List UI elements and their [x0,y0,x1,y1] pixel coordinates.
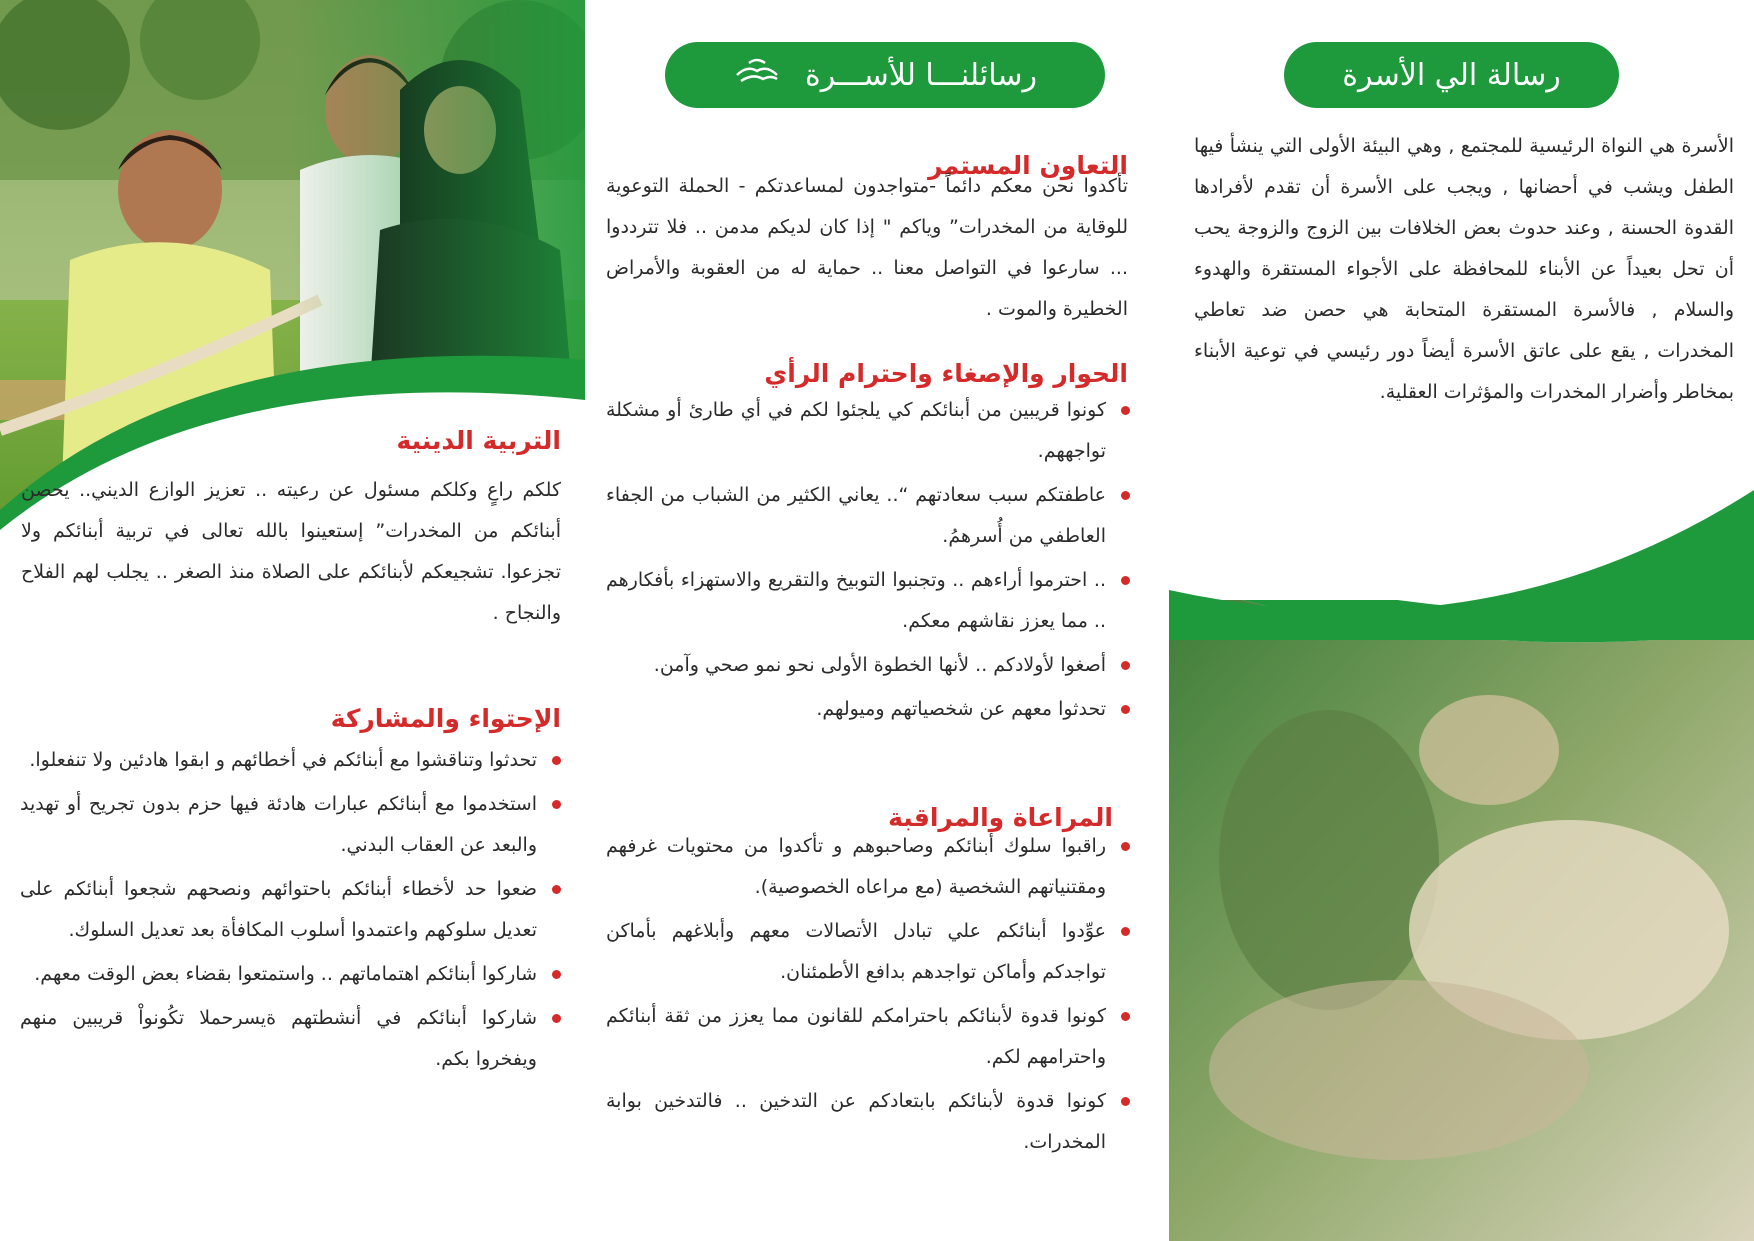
list-item-text: استخدموا مع أبنائكم عبارات هادئة فيها حزم بدون تجريح أو تهديد والبعد عن العقاب البدني. [20,793,537,856]
green-wave [1169,490,1754,640]
family-photo [0,0,585,540]
middle-heading-pill [665,42,1105,108]
list-item-text: كونوا قدوة لأبنائكم بابتعادكم عن التدخين .. فالتدخين بوابة المخدرات. [606,1090,1106,1153]
inclusion-list [20,740,565,1083]
list-item [606,911,1134,993]
bullet-dot [552,885,561,894]
inclusion-title: الإحتواء والمشاركة [330,703,561,733]
middle-panel [585,0,1169,1241]
helping-hands-icon [733,53,781,97]
religious-title: التربية الدينية [396,425,561,455]
list-item-text: راقبوا سلوك أبنائكم وصاحبوهم و تأكدوا من محتويات غرفهم ومقتنياتهم الشخصية (مع مراعاه الخصوصية). [606,835,1106,898]
bullet-dot [1121,576,1130,585]
bullet-dot [1121,1097,1130,1106]
bullet-dot [552,756,561,765]
monitoring-title: المراعاة والمراقبة [888,802,1113,832]
list-item [606,390,1134,472]
list-item-text: عاطفتكم سبب سعادتهم “.. يعاني الكثير من الشباب من الجفاء العاطفي من أُسرهمُ. [606,484,1106,547]
list-item-text: كونوا قدوة لأبنائكم باحترامكم للقانون مما يعزز من ثقة أبنائكم واحترامهم لكم. [606,1005,1106,1068]
list-item [606,475,1134,557]
list-item [606,1081,1134,1163]
middle-heading: رسائلنـــا للأســـرة [805,57,1037,93]
right-heading: رسالة الي الأسرة [1342,57,1561,93]
bullet-dot [1121,406,1130,415]
right-panel [1169,0,1754,1241]
list-item [606,645,1134,686]
list-item [20,869,565,951]
list-item [606,826,1134,908]
religious-text: كلكم راعٍ وكلكم مسئول عن رعيته .. تعزيز الوازع الديني.. يحصن أبنائكم من المخدرات” إستعينوا بالله تعالى في تربية أبنائكم ولا تجزعوا. تشجيعكم لأبنائكم على الصلاة منذ الصغر .. يجلب لهم الفلاح والنجاح . [21,479,561,624]
list-item-text: كونوا قريبين من أبنائكم كي يلجئوا لكم في أي طارئ أو مشكلة تواجههم. [606,399,1106,462]
bullet-dot [552,970,561,979]
list-item-text: .. احترموا أراءهم .. وتجنبوا التوبيخ والتقريع والاستهزاء بأفكارهم .. مما يعزز نقاشهم معكم. [606,569,1106,632]
family-message-text: الأسرة هي النواة الرئيسية للمجتمع , وهي البيئة الأولى التي ينشأ فيها الطفل ويشب في أحضانها , ويجب على الأسرة أن تقدم لأفرادها القدوة الحسنة , وعند حدوث بعض الخلافات بين الزوج والزوجة يحب أن تحل بعيداً عن الأبناء للمحافظة على الأجواء المستقرة والهدوء والسلام , فالأسرة المستقرة المتحابة هي حصن ضد تعاطي المخدرات , يقع على عاتق الأسرة أيضاً دور رئيسي في توعية الأبناء بمخاطر وأضرار المخدرات والمؤثرات العقلية. [1194,135,1734,403]
list-item-text: ضعوا حد لأخطاء أبنائكم باحتوائهم ونصحهم شجعوا أبنائكم على تعديل سلوكهم واعتمدوا أسلوب المكافأة بعد تعديل السلوك. [20,878,537,941]
hands-photo [1169,600,1754,1241]
list-item-text: شاركوا أبنائكم في أنشطتهم ةيسرحملا تكُونواْ قريبين منهم ويفخروا بكم. [20,1007,537,1070]
list-item [20,740,565,781]
list-item-text: تحدثوا وتناقشوا مع أبنائكم في أخطائهم و ابقوا هادئين ولا تنفعلوا. [29,749,537,771]
dialogue-title: الحوار والإصغاء واحترام الرأي [764,358,1128,388]
cooperation-title: التعاون المستمر [928,150,1128,180]
bullet-dot [1121,491,1130,500]
list-item-text: عوِّدوا أبنائكم علي تبادل الأتصالات معهم وأبلاغهم بأماكن تواجدكم وأماكن تواجدهم بدافع الأطمئنان. [606,920,1106,983]
bullet-dot [552,1014,561,1023]
bullet-dot [552,800,561,809]
right-heading-pill [1284,42,1619,108]
bullet-dot [1121,1012,1130,1021]
list-item-text: أصغوا لأولادكم .. لأنها الخطوة الأولى نحو نمو صحي وآمن. [653,654,1106,676]
bullet-dot [1121,705,1130,714]
list-item-text: تحدثوا معهم عن شخصياتهم وميولهم. [816,698,1106,720]
list-item [20,784,565,866]
list-item [606,560,1134,642]
bullet-dot [1121,927,1130,936]
list-item [606,996,1134,1078]
list-item [20,998,565,1080]
list-item [20,954,565,995]
cooperation-text: تأكدوا نحن معكم دائماً -متواجدون لمساعدتكم - الحملة التوعوية للوقاية من المخدرات” وياكم " إذا كان لديكم مدمن .. فلا تترددوا ... سارعوا في التواصل معنا .. حماية له من العقوبة والأمراض الخطيرة والموت . [606,175,1128,320]
list-item-text: شاركوا أبنائكم اهتماماتهم .. واستمتعوا بقضاء بعض الوقت معهم. [34,963,537,985]
bullet-dot [1121,842,1130,851]
bullet-dot [1121,661,1130,670]
dialogue-list [606,390,1134,733]
left-panel [0,0,585,1241]
list-item [606,689,1134,730]
monitoring-list [606,826,1134,1166]
